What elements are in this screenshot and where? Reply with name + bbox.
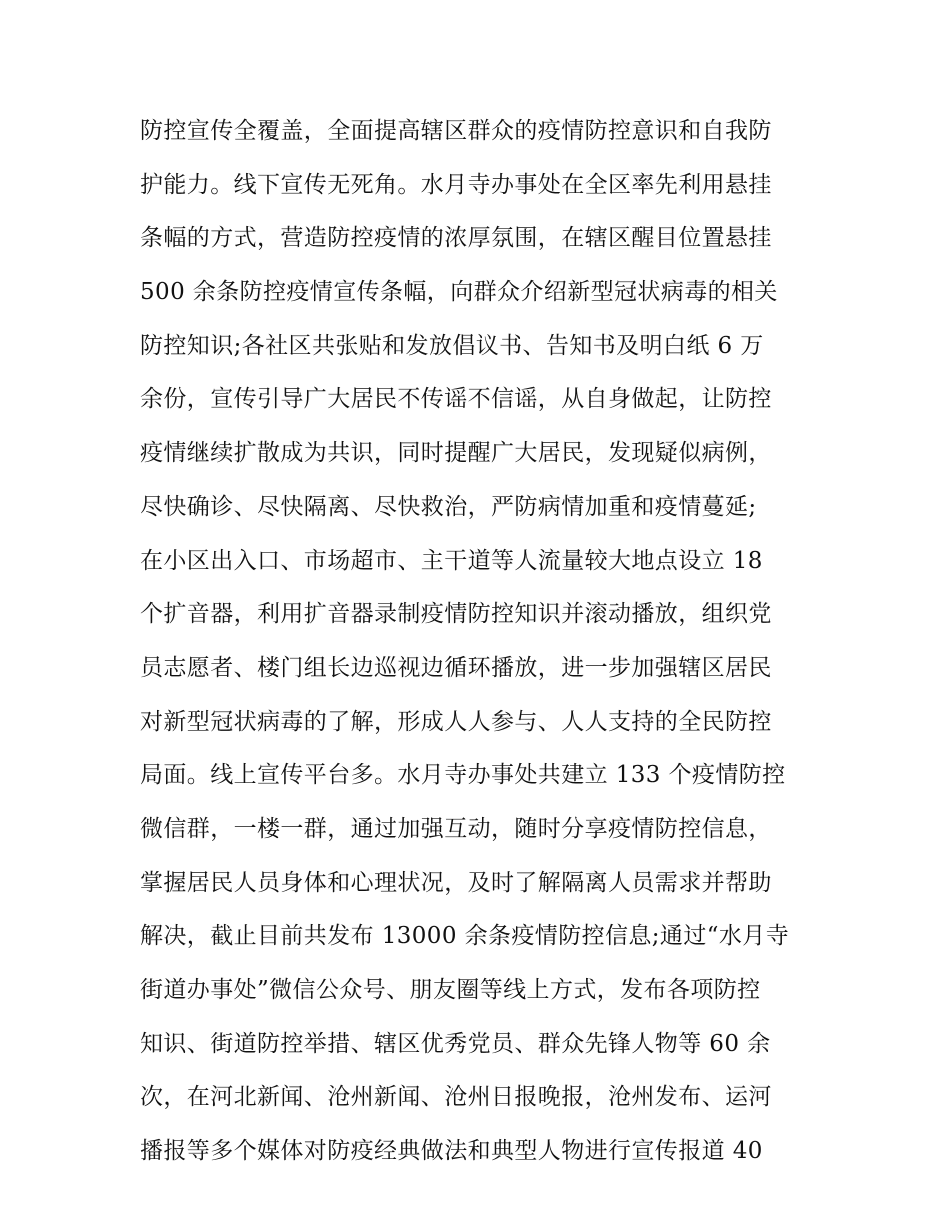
- text-line: 个扩音器，利用扩音器录制疫情防控知识并滚动播放，组织党: [140, 601, 772, 628]
- text-line: 播报等多个媒体对防疫经典做法和典型人物进行宣传报道 40: [140, 1138, 763, 1165]
- text-line: 知识、街道防控举措、辖区优秀党员、群众先锋人物等 60 余: [140, 1030, 771, 1057]
- text-line: 微信群，一楼一群，通过加强互动，随时分享疫情防控信息，: [140, 815, 772, 842]
- text-line: 对新型冠状病毒的了解，形成人人参与、人人支持的全民防控: [140, 708, 772, 735]
- text-line: 次，在河北新闻、沧州新闻、沧州日报晚报，沧州发布、运河: [140, 1084, 772, 1111]
- text-line: 护能力。线下宣传无死角。水月寺办事处在全区率先利用悬挂: [140, 171, 772, 198]
- text-line: 500 余条防控疫情宣传条幅，向群众介绍新型冠状病毒的相关: [140, 279, 778, 306]
- text-line: 在小区出入口、市场超市、主干道等人流量较大地点设立 18: [140, 547, 763, 574]
- text-line: 解决，截止目前共发布 13000 余条疫情防控信息;通过“水月寺: [140, 923, 790, 950]
- text-line: 余份，宣传引导广大居民不传谣不信谣，从自身做起，让防控: [140, 386, 772, 413]
- text-line: 局面。线上宣传平台多。水月寺办事处共建立 133 个疫情防控: [140, 762, 786, 789]
- text-line: 防控宣传全覆盖，全面提高辖区群众的疫情防控意识和自我防: [140, 118, 772, 144]
- text-line: 员志愿者、楼门组长边巡视边循环播放，进一步加强辖区居民: [140, 654, 772, 681]
- text-line: 条幅的方式，营造防控疫情的浓厚氛围，在辖区醒目位置悬挂: [140, 225, 772, 252]
- text-line: 疫情继续扩散成为共识，同时提醒广大居民，发现疑似病例，: [140, 440, 772, 467]
- text-line: 尽快确诊、尽快隔离、尽快救治，严防病情加重和疫情蔓延;: [140, 493, 757, 520]
- text-line: 掌握居民人员身体和心理状况，及时了解隔离人员需求并帮助: [140, 869, 772, 896]
- text-line: 防控知识;各社区共张贴和发放倡议书、告知书及明白纸 6 万: [140, 332, 764, 359]
- text-line: 街道办事处”微信公众号、朋友圈等线上方式，发布各项防控: [140, 977, 761, 1003]
- body-paragraph: [140, 105, 820, 1179]
